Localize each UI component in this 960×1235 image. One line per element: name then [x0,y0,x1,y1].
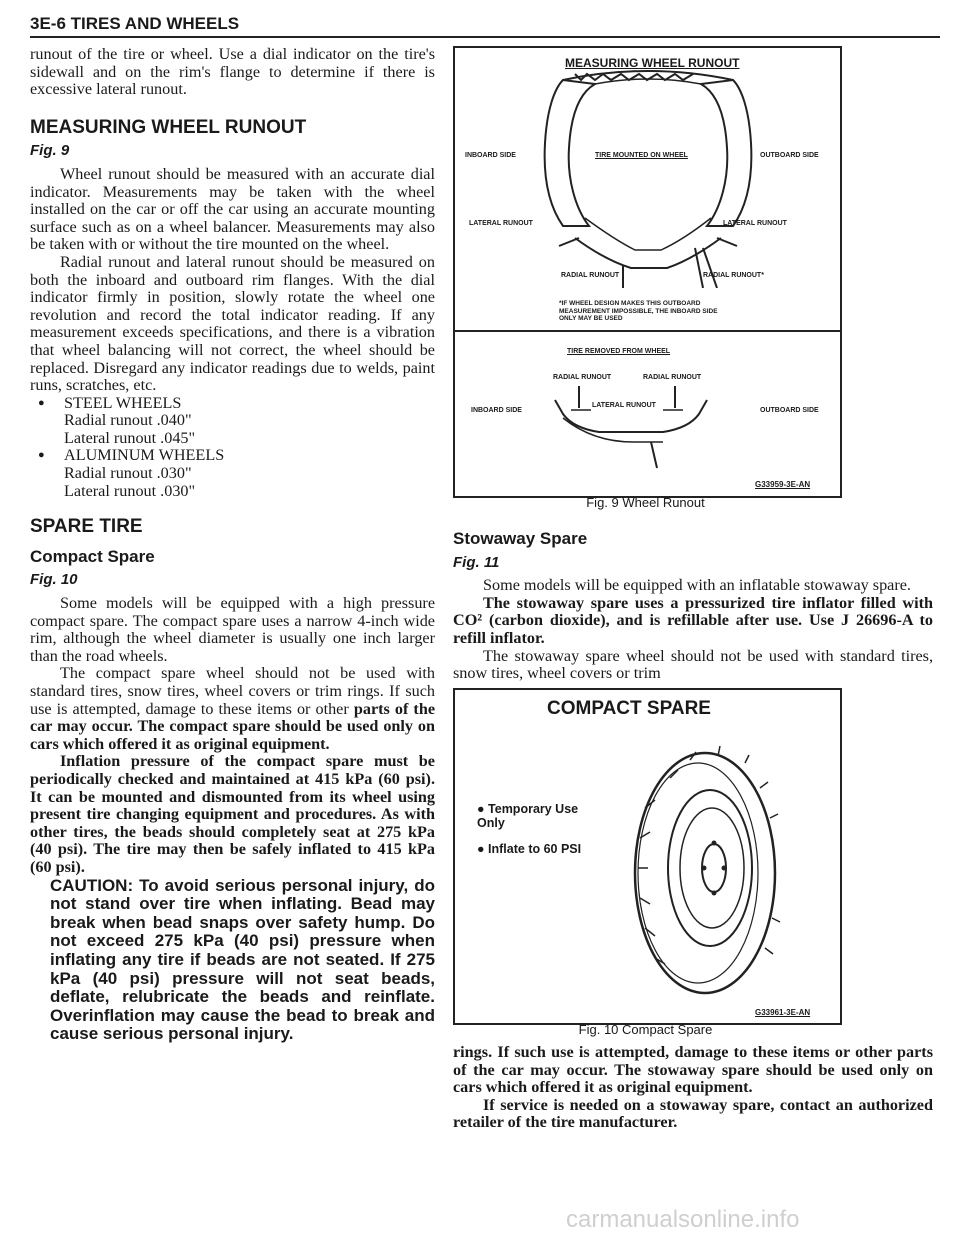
aluminum-lateral-spec: Lateral runout .030" [64,481,196,500]
fig10-reference: Fig. 10 [30,571,78,589]
inboard-side-2-label: INBOARD SIDE [471,407,522,414]
radial-runout-left-label: RADIAL RUNOUT [561,272,620,279]
watermark: carmanualsonline.info [566,1206,800,1233]
tire-removed-diagram [455,378,840,488]
compact-spare-heading: Compact Spare [30,546,155,566]
inflate-text: Inflate to 60 PSI [488,842,582,856]
compact-paragraph-1: Some models will be equipped with a high pressure compact spare. The compact spare uses a narrow 4-inch wide rim, although the wheel diameter is usually one inch larger than the road wheels. [30,594,435,665]
outboard-note: *IF WHEEL DESIGN MAKES THIS OUTBOARD MEASUREMENT IMPOSSIBLE, THE INBOARD SIDE ONLY MAY BE USED [559,300,718,322]
lateral-runout-mid-label: LATERAL RUNOUT [592,402,656,409]
tire-removed-label: TIRE REMOVED FROM WHEEL [567,348,671,355]
tire-mounted-label: TIRE MOUNTED ON WHEEL [595,152,688,159]
steel-wheels-bullet: ● STEEL WHEELS [30,395,435,413]
stowaway-paragraph-4: rings. If such use is attempted, damage to these items or other parts of the car may occur. The stowaway spare should be used only on cars which offered it as original equipment. [453,1043,933,1097]
stowaway-paragraph-1: Some models will be equipped with an inflatable stowaway spare. [483,576,911,595]
fig9-reference: Fig. 9 [30,142,70,160]
measuring-paragraph-1: Wheel runout should be measured with an accurate dial indicator. Measurements may be taken with the wheel installed on the car or off the car using an accurate mounting surface such as on a wheel balancer. Measurements may also be taken with or without the tire mounted on the wheel. [30,164,435,254]
stowaway-heading: Stowaway Spare [453,529,588,548]
temporary-note [477,802,597,830]
bullet-2-icon: ● [477,842,489,856]
right-column-top [453,530,933,683]
fig10-title: COMPACT SPARE [547,698,711,719]
aluminum-wheels-bullet: ● ALUMINUM WHEELS [30,447,435,465]
fig10-box [453,688,842,1025]
fig9-code: G33959-3E-AN [755,480,811,489]
fig10-code: G33961-3E-AN [755,1008,811,1017]
steel-lateral-spec: Lateral runout .045" [64,428,196,447]
radial-runout-a-label: RADIAL RUNOUT [553,374,612,381]
intro-paragraph: runout of the tire or wheel. Use a dial indicator on the tire's sidewall and on the rim's flange to determine if there is excessive lateral runout. [30,45,435,99]
lateral-runout-right-label: LATERAL RUNOUT [723,220,787,227]
tire-mounted-diagram [455,68,840,288]
fig9-caption: Fig. 9 Wheel Runout [586,495,705,510]
header-rule [30,36,940,38]
fig11-reference: Fig. 11 [453,553,500,571]
right-column-bottom [453,1044,933,1132]
temporary-text: Temporary Use Only [477,802,579,830]
page-header: 3E-6 TIRES AND WHEELS [30,14,240,33]
lateral-runout-left-label: LATERAL RUNOUT [469,220,533,227]
measuring-heading: MEASURING WHEEL RUNOUT [30,116,307,138]
radial-runout-b-label: RADIAL RUNOUT [643,374,702,381]
outboard-side-2-label: OUTBOARD SIDE [760,407,819,414]
fig10-caption: Fig. 10 Compact Spare [578,1022,713,1037]
fig9-title: MEASURING WHEEL RUNOUT [565,56,740,70]
fig9-box [453,46,842,498]
compact-spare-tire-drawing [600,718,800,1018]
steel-radial-spec: Radial runout .040" [64,411,192,430]
compact-paragraph-2b: parts of the car may occur. The compact spare should be used only on cars which offered it as original equipment. [30,699,436,753]
radial-runout-right-label: RADIAL RUNOUT* [703,272,764,279]
caution-text: CAUTION: To avoid serious personal injury, do not stand over tire when inflating. Bead may break when bead snaps over safety hump. Do not exceed 275 kPa (40 psi) pressure when inflating any tire if beads are not seated. If 275 kPa (40 psi) pressure will not seat beads, deflate, relubricate the beads and reinflate. Overinflation may cause the bead to break and cause serious personal injury. [50,875,435,1044]
inboard-side-label: INBOARD SIDE [465,152,516,159]
stowaway-paragraph-5: If service is needed on a stowaway spare, contact an authorized retailer of the tire manufacturer. [453,1095,933,1132]
spare-tire-heading: SPARE TIRE [30,516,143,538]
fig9-divider [455,330,840,332]
compact-paragraph-3: Inflation pressure of the compact spare must be periodically checked and maintained at 415 kPa (60 psi). It can be mounted and dismounted from its wheel using present tire changing equipment and procedures. As with other tires, the beads should completely seat at 275 kPa (40 psi). The tire may then be safely inflated to 415 kPa (60 psi). [30,752,435,876]
inflate-note [477,842,597,856]
outboard-side-label: OUTBOARD SIDE [760,152,819,159]
measuring-paragraph-2: Radial runout and lateral runout should be measured on both the inboard and outboard rim flanges. With the dial indicator firmly in position, slowly rotate the wheel one revolution and record the total indicator reading. If any measurement exceeds specifications, and there is a vibration that wheel balancing will not correct, the wheel should be replaced. Disregard any indicator readings due to welds, paint runs, scratches, etc. [30,252,435,395]
left-column [30,46,435,1044]
stowaway-paragraph-3: The stowaway spare wheel should not be used with standard tires, snow tires, wheel covers or trim [453,646,933,683]
bullet-1-icon: ● [477,802,489,816]
compact-paragraph-2 [30,665,435,753]
aluminum-radial-spec: Radial runout .030" [64,464,192,483]
stowaway-paragraph-2: The stowaway spare uses a pressurized tire inflator filled with CO² (carbon dioxide), and is refillable after use. Use J 26696-A to refill inflator. [453,593,933,647]
compact-paragraph-2a: The compact spare wheel should not be used with standard tires, snow tires, wheel covers or trim rings. If such use is attempted, damage to these items or other [30,664,435,718]
